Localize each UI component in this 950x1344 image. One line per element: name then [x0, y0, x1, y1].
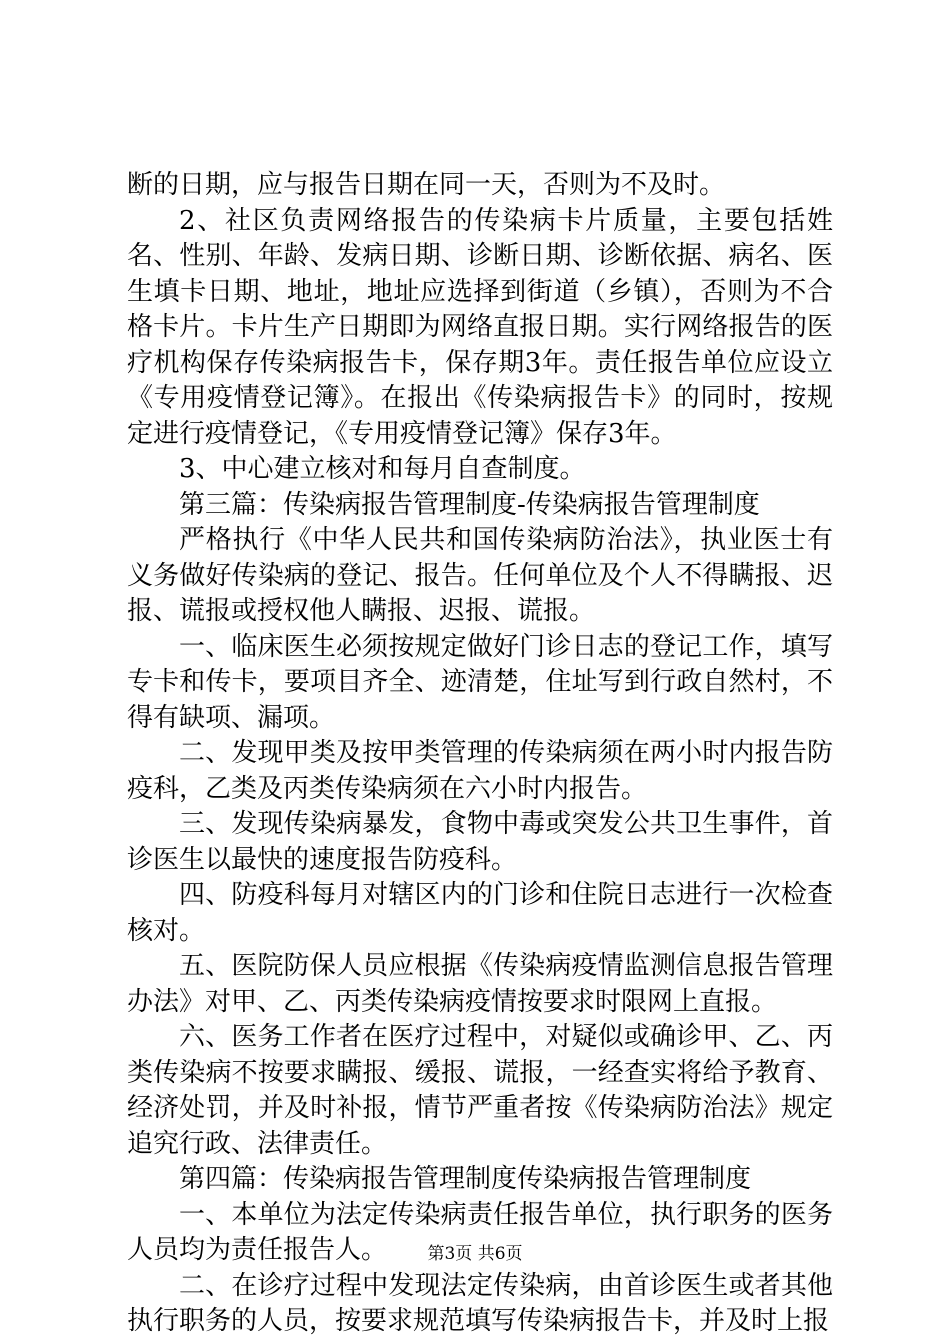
- document-body: [127, 168, 833, 1340]
- paragraph-rule-2: 二、发现甲类及按甲类管理的传染病须在两小时内报告防疫科，乙类及丙类传染病须在六小时内报告。: [127, 738, 833, 804]
- paragraph-part4-rule-1: 一、本单位为法定传染病责任报告单位，执行职务的医务人员均为责任报告人。: [127, 1199, 833, 1265]
- paragraph-rule-3: 三、发现传染病暴发，食物中毒或突发公共卫生事件，首诊医生以最快的速度报告防疫科。: [127, 809, 833, 875]
- paragraph-rule-5: 五、医院防保人员应根据《传染病疫情监测信息报告管理办法》对甲、乙、丙类传染病疫情按要求时限网上直报。: [127, 951, 833, 1017]
- paragraph-rule-6: 六、医务工作者在医疗过程中，对疑似或确诊甲、乙、丙类传染病不按要求瞒报、缓报、谎报，一经查实将给予教育、经济处罚，并及时补报，情节严重者按《传染病防治法》规定追究行政、法律责任。: [127, 1022, 833, 1159]
- section-heading-part-4: 第四篇：传染病报告管理制度传染病报告管理制度: [179, 1164, 752, 1194]
- paragraph-intro: 严格执行《中华人民共和国传染病防治法》，执业医士有义务做好传染病的登记、报告。任何单位及个人不得瞒报、迟报、谎报或授权他人瞒报、迟报、谎报。: [127, 525, 833, 626]
- paragraph-continuation: 断的日期，应与报告日期在同一天，否则为不及时。: [127, 170, 726, 200]
- section-heading-part-3: 第三篇：传染病报告管理制度-传染病报告管理制度: [179, 489, 760, 520]
- paragraph-item-2: 2、社区负责网络报告的传染病卡片质量，主要包括姓名、性别、年龄、发病日期、诊断日期、诊断依据、病名、医生填卡日期、地址，地址应选择到街道（乡镇），否则为不合格卡片。卡片生产日期即为网络直报日期。实行网络报告的医疗机构保存传染病报告卡，保存期3年。责任报告单位应设立《专用疫情登记簿》。在报出《传染病报告卡》的同时，按规定进行疫情登记，《专用疫情登记簿》保存3年。: [127, 205, 833, 449]
- paragraph-rule-4: 四、防疫科每月对辖区内的门诊和住院日志进行一次检查核对。: [127, 880, 833, 946]
- paragraph-rule-1: 一、临床医生必须按规定做好门诊日志的登记工作，填写专卡和传卡，要项目齐全、迹清楚，住址写到行政自然村，不得有缺项、漏项。: [127, 631, 833, 733]
- paragraph-item-3: 3、中心建立核对和每月自查制度。: [179, 454, 586, 484]
- page-number-footer: 第3页 共6页: [427, 1244, 523, 1264]
- paragraph-part4-rule-2: 二、在诊疗过程中发现法定传染病，由首诊医生或者其他执行职务的人员，按要求规范填写传染病报告卡，并及时上报: [127, 1270, 833, 1336]
